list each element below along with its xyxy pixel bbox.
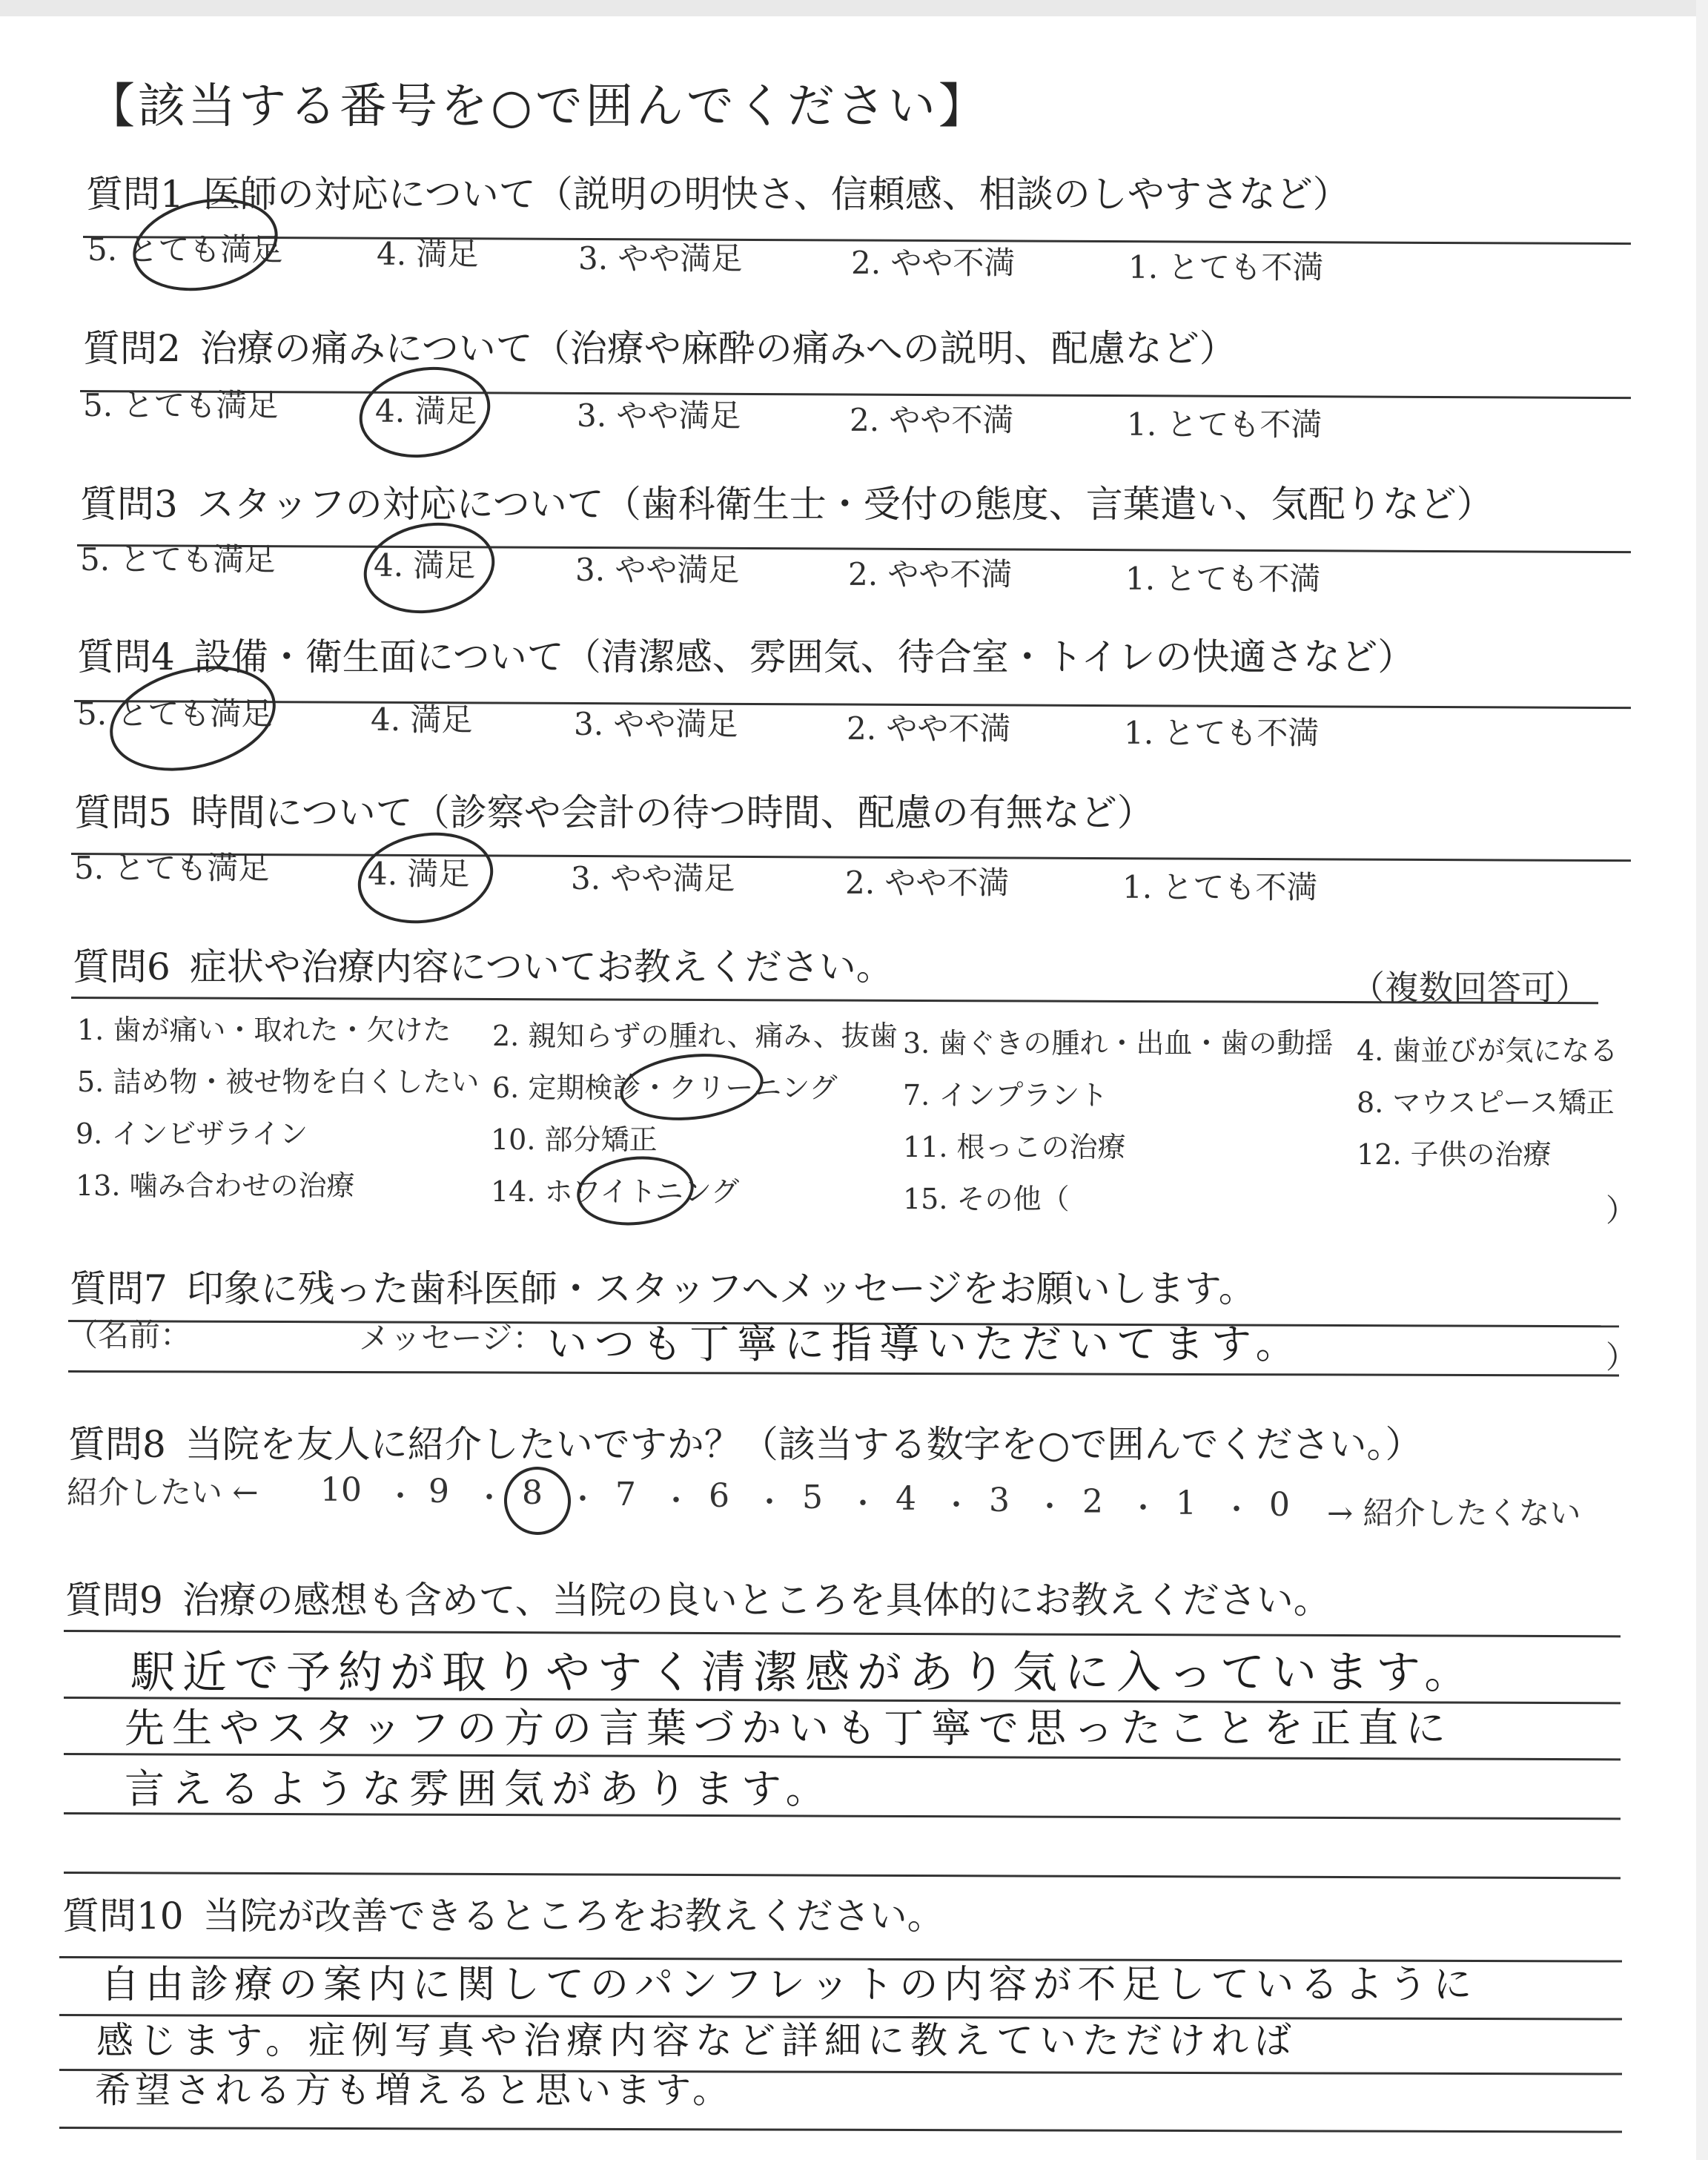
- question-1-title: 医師の対応について（説明の明快さ、信頼感、相談のしやすさなど）: [202, 173, 1350, 216]
- scale-1[interactable]: 1: [1176, 1484, 1196, 1522]
- page-header: 【該当する番号を○で囲んでください】: [87, 79, 989, 134]
- q5-option-4[interactable]: 4. 満足: [368, 856, 470, 892]
- scale-5[interactable]: 5: [802, 1479, 823, 1516]
- scale-separator: ・: [568, 1482, 598, 1516]
- question-2-number: 質問2: [83, 327, 181, 370]
- q9-line-4-rule: [64, 1812, 1621, 1820]
- q4-option-1[interactable]: 1. とても不満: [1124, 715, 1320, 751]
- name-label: （名前：: [67, 1317, 192, 1353]
- q1-option-2[interactable]: 2. やや不満: [851, 245, 1016, 281]
- q4-option-5[interactable]: 5. とても満足: [77, 696, 273, 732]
- q1-option-3[interactable]: 3. やや満足: [578, 240, 743, 277]
- recommend-right-label: → 紹介したくない: [1327, 1495, 1581, 1531]
- q3-option-4[interactable]: 4. 満足: [374, 547, 476, 584]
- q5-option-5[interactable]: 5. とても満足: [74, 850, 270, 886]
- q5-selection-circle: [351, 822, 500, 934]
- q6-item-7[interactable]: 7. インプラント: [903, 1079, 1108, 1112]
- scale-separator: ・: [385, 1479, 415, 1513]
- scale-4[interactable]: 4: [896, 1480, 916, 1518]
- scale-7[interactable]: 7: [615, 1476, 636, 1513]
- q3-option-3[interactable]: 3. やや満足: [575, 552, 740, 588]
- question-9-number: 質問9: [65, 1579, 163, 1622]
- message-handwriting: いつも丁寧に指導いただいてます。: [547, 1321, 1303, 1367]
- question-2-title: 治療の痛みについて（治療や麻酔の痛みへの説明、配慮など）: [199, 327, 1237, 370]
- scale-separator: ・: [661, 1484, 691, 1518]
- scale-10[interactable]: 10: [320, 1471, 362, 1509]
- q6-item-15[interactable]: 15. その他（: [903, 1183, 1070, 1215]
- recommend-left-label: 紹介したい ←: [67, 1474, 259, 1510]
- question-7-title: 印象に残った歯科医師・スタッフへメッセージをお願いします。: [186, 1267, 1256, 1310]
- question-4-title: 設備・衛生面について（清潔感、雰囲気、待合室・トイレの快適さなど）: [193, 635, 1415, 678]
- q4-option-2[interactable]: 2. やや不満: [847, 710, 1011, 747]
- q1-option-4[interactable]: 4. 満足: [377, 236, 479, 272]
- question-10-number: 質問10: [62, 1895, 184, 1938]
- question-1-number: 質問1: [86, 173, 184, 216]
- question-8-number: 質問8: [68, 1423, 166, 1466]
- q4-option-4[interactable]: 4. 満足: [371, 701, 473, 738]
- q4-option-3[interactable]: 3. やや満足: [574, 706, 738, 742]
- q3-option-2[interactable]: 2. やや不満: [848, 556, 1013, 592]
- scale-separator: ・: [941, 1488, 971, 1522]
- q3-selection-circle: [357, 512, 502, 623]
- q2-option-3[interactable]: 3. やや満足: [577, 397, 741, 434]
- q6-selection-circle-14: [574, 1151, 698, 1231]
- question-7-rule-2: [68, 1370, 1619, 1376]
- q5-option-2[interactable]: 2. やや不満: [845, 865, 1010, 901]
- scale-8[interactable]: 8: [522, 1474, 543, 1512]
- q9-line-5-rule: [64, 1872, 1621, 1879]
- question-9-title: 治療の感想も含めて、当院の良いところを具体的にお教えください。: [182, 1579, 1331, 1622]
- q5-option-1[interactable]: 1. とても不満: [1122, 869, 1318, 905]
- q1-option-5[interactable]: 5. とても満足: [87, 231, 283, 268]
- question-3-title: スタッフの対応について（歯科衛生士・受付の態度、言葉遣い、気配りなど）: [196, 483, 1494, 526]
- q2-option-5[interactable]: 5. とても満足: [83, 387, 279, 423]
- q5-option-3[interactable]: 3. やや満足: [571, 860, 735, 896]
- q2-option-1[interactable]: 1. とても不満: [1127, 406, 1323, 443]
- q3-option-1[interactable]: 1. とても不満: [1125, 561, 1321, 597]
- q9-answer-line-2: 先生やスタッフの方の言葉づかいも丁寧で思ったことを正直に: [125, 1705, 1453, 1751]
- question-4-number: 質問4: [77, 635, 175, 678]
- q2-selection-circle: [352, 357, 497, 467]
- q10-answer-line-3: 希望される方も増えると思います。: [95, 2070, 733, 2111]
- scale-3[interactable]: 3: [989, 1482, 1010, 1519]
- q6-item-11[interactable]: 11. 根っこの治療: [903, 1131, 1126, 1163]
- q6-item-4[interactable]: 4. 歯並びが気になる: [1357, 1034, 1618, 1067]
- question-7-number: 質問7: [70, 1267, 168, 1310]
- q6-item-1[interactable]: 1. 歯が痛い・取れた・欠けた: [77, 1014, 451, 1046]
- question-8-title: 当院を友人に紹介したいですか？（該当する数字を○で囲んでください。）: [185, 1423, 1423, 1466]
- scale-separator: ・: [1128, 1491, 1158, 1525]
- scale-separator: ・: [755, 1485, 784, 1519]
- q6-item-2[interactable]: 2. 親知らずの腫れ、痛み、抜歯: [492, 1020, 898, 1052]
- q6-selection-circle-6: [617, 1047, 767, 1127]
- q6-item-6[interactable]: 6. 定期検診・クリーニング: [492, 1071, 838, 1104]
- question-6-title: 症状や治療内容についてお教えください。: [189, 945, 893, 988]
- q8-selection-circle: [500, 1462, 575, 1539]
- q3-option-5[interactable]: 5. とても満足: [80, 541, 276, 578]
- q9-answer-line-3: 言えるような雰囲気があります。: [125, 1766, 833, 1812]
- scan-right-edge: [1696, 0, 1708, 2160]
- scale-separator: ・: [1035, 1490, 1065, 1524]
- scale-9[interactable]: 9: [428, 1473, 449, 1510]
- q6-item-5[interactable]: 5. 詰め物・被せ物を白くしたい: [77, 1066, 480, 1098]
- q9-line-1-rule: [64, 1630, 1621, 1637]
- q6-item-13[interactable]: 13. 噛み合わせの治療: [76, 1169, 355, 1202]
- message-label: メッセージ：: [359, 1320, 544, 1356]
- question-5-title: 時間について（診察や会計の待つ時間、配慮の有無など）: [191, 791, 1154, 834]
- q6-item-10[interactable]: 10. 部分矯正: [491, 1123, 658, 1156]
- q10-answer-line-2: 感じます。症例写真や治療内容など詳細に教えていただければ: [96, 2019, 1297, 2062]
- multiple-answers-note: （複数回答可）: [1351, 968, 1589, 1008]
- question-3-number: 質問3: [80, 483, 178, 526]
- q6-item-8[interactable]: 8. マウスピース矯正: [1357, 1086, 1615, 1119]
- q6-other-close: ）: [1606, 1192, 1638, 1229]
- q1-option-1[interactable]: 1. とても不満: [1128, 249, 1324, 285]
- q6-item-9[interactable]: 9. インビザライン: [76, 1117, 308, 1150]
- scale-0[interactable]: 0: [1269, 1486, 1290, 1524]
- question-10-title: 当院が改善できるところをお教えください。: [202, 1895, 944, 1938]
- q7-close: ）: [1606, 1339, 1638, 1375]
- scale-separator: ・: [848, 1487, 878, 1521]
- q6-item-14[interactable]: 14. ホワイトニング: [491, 1175, 740, 1208]
- q6-item-3[interactable]: 3. 歯ぐきの腫れ・出血・歯の動揺: [903, 1027, 1334, 1060]
- q2-option-2[interactable]: 2. やや不満: [850, 402, 1014, 438]
- scale-separator: ・: [1222, 1493, 1251, 1527]
- q6-item-12[interactable]: 12. 子供の治療: [1357, 1138, 1552, 1171]
- q10-answer-line-1: 自由診療の案内に関してのパンフレットの内容が不足しているように: [101, 1963, 1478, 2007]
- q2-option-4[interactable]: 4. 満足: [375, 393, 477, 429]
- q10-line-4-rule: [59, 2127, 1622, 2133]
- question-5-number: 質問5: [74, 791, 172, 834]
- question-6-number: 質問6: [73, 945, 171, 988]
- q9-answer-line-1: 駅近で予約が取りやすく清潔感があり気に入っています。: [130, 1647, 1477, 1699]
- scale-separator: ・: [474, 1481, 504, 1515]
- scan-top-edge: [0, 0, 1708, 16]
- scale-2[interactable]: 2: [1082, 1483, 1103, 1521]
- scale-6[interactable]: 6: [709, 1477, 729, 1515]
